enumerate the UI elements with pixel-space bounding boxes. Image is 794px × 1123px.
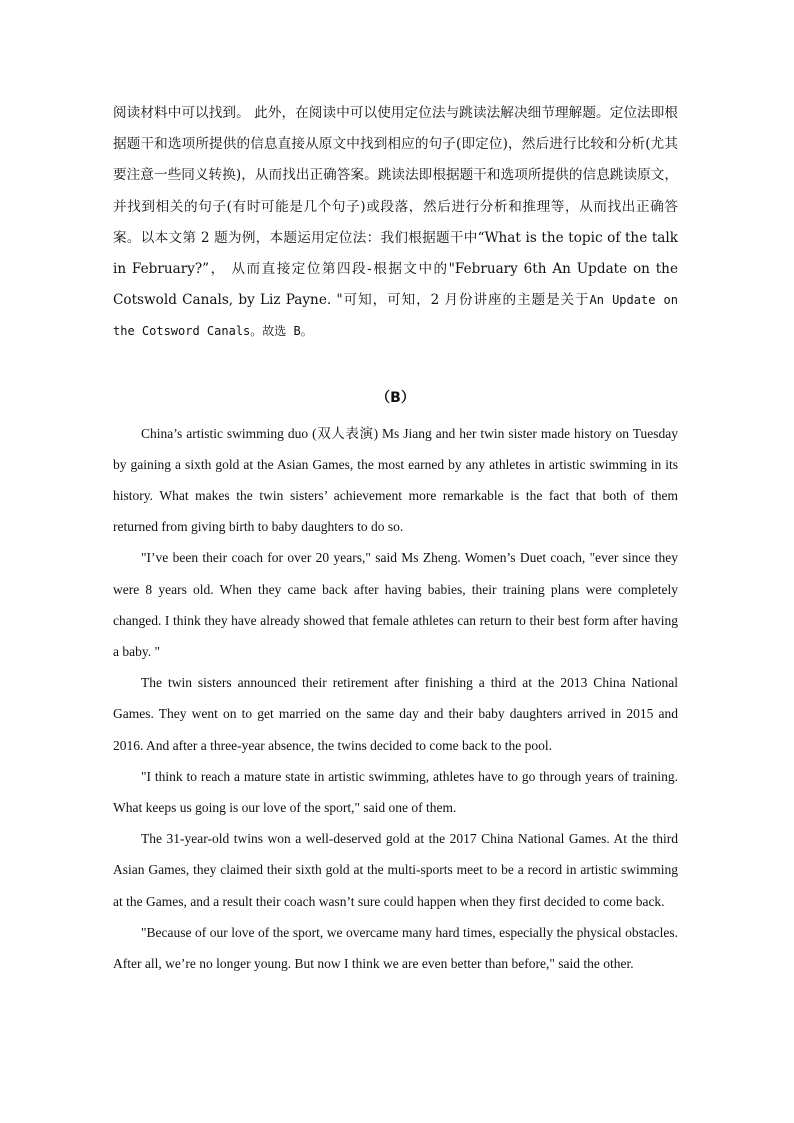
passage-paragraph: The twin sisters announced their retirement after finishing a third at the 2013 China National Games. They went on to get married on the same day and their baby daughters arrived in 2015 and 2016. And after a three-year absence, the twins decided to come back to the pool. [113,675,678,753]
page-content [113,98,678,979]
section-heading: （B） [376,389,415,406]
passage-paragraph: "I think to reach a mature state in artistic swimming, athletes have to go through years of training. What keeps us going is our love of the sport," said one of them. [113,768,678,816]
passage-paragraph: China’s artistic swimming duo (双人表演) Ms Jiang and her twin sister made history on Tuesday by gaining a sixth gold at the Asian Games, the most earned by any athletes in artistic swimming in its history. What makes the twin sisters’ achievement more remarkable is the fact that both of them returned from giving birth to baby daughters to do so. [113,425,678,535]
passage-paragraph: The 31-year-old twins won a well-deserved gold at the 2017 China National Games. At the third Asian Games, they claimed their sixth gold at the multi-sports meet to be a record in artistic swimming at the Games, and a result their coach wasn’t sure could happen when they first decided to come back. [113,831,678,909]
passage-paragraph: "I’ve been their coach for over 20 years," said Ms Zheng. Women’s Duet coach, "ever since they were 8 years old. When they came back after having babies, their training plans were completely changed. I think they have already showed that female athletes can return to their best form after having a baby. " [113,550,678,660]
analysis-paragraph [113,98,678,348]
analysis-quoted-phrase: An Update on the Cotsword Canals [113,293,678,339]
answer-analysis [113,98,678,348]
passage-paragraph: "Because of our love of the sport, we overcame many hard times, especially the physical obstacles. After all, we’re no longer young. But now I think we are even better than before," said the other. [113,924,678,972]
reading-passage [113,418,678,980]
analysis-text: 阅读材料中可以找到。 此外，在阅读中可以使用定位法与跳读法解决细节理解题。定位法即根据题干和选项所提供的信息直接从原文中找到相应的句子(即定位)，然后进行比较和分析(尤其要注意一些同义转换)，从而找出正确答案。跳读法即根据题干和选项所提供的信息跳读原文，并找到相关的句子(有时可能是几个句子)或段落，然后进行分析和推理等，从而找出正确答案。以本文第 2 题为例，本题运用定位法：我们根据题干中“What is the topic of the talk in February?”， 从而直接定位第四段-根据文中的"February 6th An Update on the Cotswold Canals, by Liz Payne. "可知，可知，2 月份讲座的主题是关于 [113,105,678,309]
analysis-conclusion: 。故选 B。 [250,324,313,339]
